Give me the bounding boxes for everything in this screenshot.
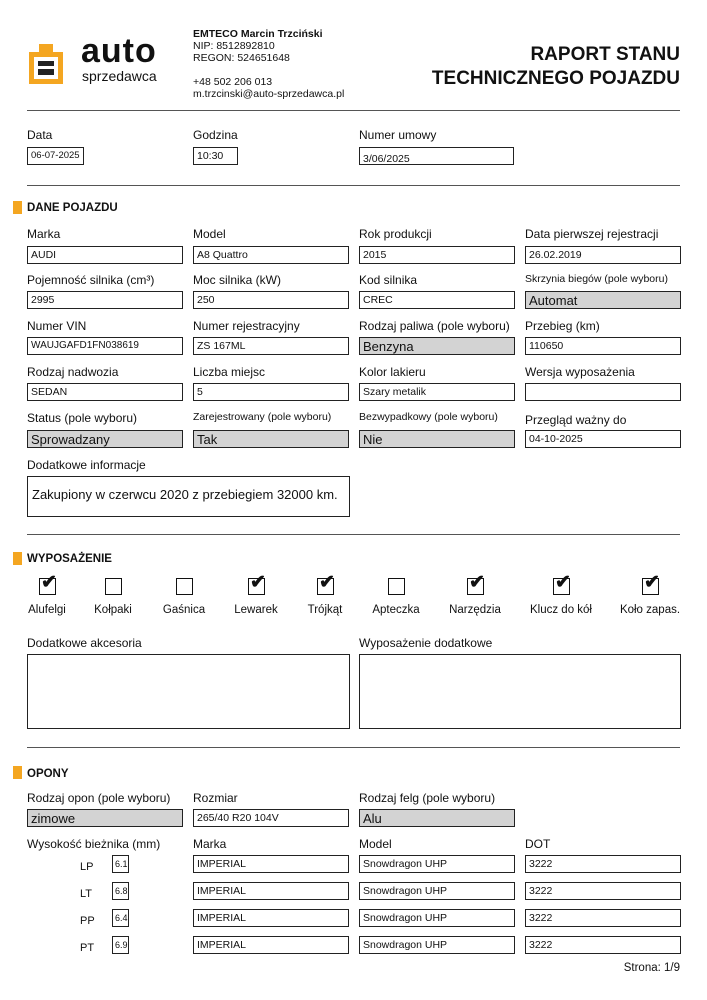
section-marker	[13, 552, 22, 565]
company-name: EMTECO Marcin Trzciński	[193, 28, 323, 40]
tire-dot-field[interactable]: 3222	[525, 882, 681, 900]
tread-depth-label: Wysokość bieżnika (mm)	[27, 837, 161, 851]
equipment-checkbox-label: Trójkąt	[307, 604, 343, 616]
tire-position-label: PP	[80, 915, 95, 927]
equipment-checkbox-label: Kołpaki	[94, 604, 132, 616]
inspection-label: Przegląd ważny do	[525, 413, 627, 427]
tread-depth-field[interactable]: 6.9	[112, 936, 129, 954]
tire-dot-field[interactable]: 3222	[525, 855, 681, 873]
equipment-checkbox-label: Klucz do kół	[529, 604, 592, 616]
accident-free-label: Bezwypadkowy (pole wyboru)	[359, 411, 498, 423]
equipment-checkbox-label: Gaśnica	[162, 604, 206, 616]
additional-equipment-label: Wyposażenie dodatkowe	[359, 636, 493, 650]
tire-model-field[interactable]: Snowdragon UHP	[359, 882, 515, 900]
engine-power-label: Moc silnika (kW)	[193, 273, 282, 287]
divider	[27, 185, 680, 186]
tire-brand-field[interactable]: IMPERIAL	[193, 909, 349, 927]
title-line-1: RAPORT STANU	[530, 44, 680, 65]
equipment-checkbox-label: Apteczka	[372, 604, 420, 616]
checkmark-icon: ✔	[250, 572, 266, 593]
logo-subtext: sprzedawca	[82, 68, 157, 84]
gearbox-select[interactable]: Automat	[525, 291, 681, 309]
tires-section-title: OPONY	[27, 768, 69, 780]
fuel-label: Rodzaj paliwa (pole wyboru)	[359, 319, 510, 333]
date-field[interactable]: 06-07-2025	[27, 147, 84, 165]
tire-dot-field[interactable]: 3222	[525, 936, 681, 954]
first-registration-field[interactable]: 26.02.2019	[525, 246, 681, 264]
tire-model-field[interactable]: Snowdragon UHP	[359, 855, 515, 873]
extra-info-label: Dodatkowe informacje	[27, 458, 146, 472]
first-registration-label: Data pierwszej rejestracji	[525, 227, 659, 241]
equipment-checkbox-label: Koło zapas.	[619, 604, 681, 616]
body-type-field[interactable]: SEDAN	[27, 383, 183, 401]
tread-depth-field[interactable]: 6.8	[112, 882, 129, 900]
equipment-checkbox[interactable]	[388, 578, 405, 595]
accessories-label: Dodatkowe akcesoria	[27, 636, 142, 650]
engine-code-label: Kod silnika	[359, 273, 418, 287]
tire-position-label: PT	[80, 942, 95, 954]
tire-brand-field[interactable]: IMPERIAL	[193, 882, 349, 900]
registered-select[interactable]: Tak	[193, 430, 349, 448]
title-line-2: TECHNICZNEGO POJAZDU	[431, 68, 680, 89]
tire-position-label: LP	[80, 861, 94, 873]
document-title	[432, 43, 680, 91]
tire-brand-field[interactable]: IMPERIAL	[193, 855, 349, 873]
tire-dot-label: DOT	[525, 837, 551, 851]
tire-type-select[interactable]: zimowe	[27, 809, 183, 827]
tire-size-field[interactable]: 265/40 R20 104V	[193, 809, 349, 827]
engine-power-field[interactable]: 250	[193, 291, 349, 309]
gearbox-label: Skrzynia biegów (pole wyboru)	[525, 273, 668, 285]
tire-type-label: Rodzaj opon (pole wyboru)	[27, 791, 171, 805]
model-field[interactable]: A8 Quattro	[193, 246, 349, 264]
seats-field[interactable]: 5	[193, 383, 349, 401]
checkmark-icon: ✔	[469, 572, 485, 593]
fuel-select[interactable]: Benzyna	[359, 337, 515, 355]
equipment-checkbox-label: Narzędzia	[449, 604, 501, 616]
rim-type-label: Rodzaj felg (pole wyboru)	[359, 791, 496, 805]
rim-type-select[interactable]: Alu	[359, 809, 515, 827]
logo	[25, 32, 185, 90]
year-field[interactable]: 2015	[359, 246, 515, 264]
equipment-checkbox-label: Alufelgi	[28, 604, 66, 616]
tire-position-label: LT	[80, 888, 93, 900]
engine-capacity-label: Pojemność silnika (cm³)	[27, 273, 155, 287]
section-marker	[13, 766, 22, 779]
vehicle-section-title: DANE POJAZDU	[27, 202, 118, 214]
tire-brand-label: Marka	[193, 837, 227, 851]
divider	[27, 534, 680, 535]
equipment-checkbox-label: Lewarek	[234, 604, 278, 616]
make-field[interactable]: AUDI	[27, 246, 183, 264]
paint-color-label: Kolor lakieru	[359, 365, 426, 379]
status-label: Status (pole wyboru)	[27, 411, 138, 425]
vin-field[interactable]: WAUJGAFD1FN038619	[27, 337, 183, 355]
engine-capacity-field[interactable]: 2995	[27, 291, 183, 309]
equipment-checkbox[interactable]	[105, 578, 122, 595]
checkmark-icon: ✔	[41, 572, 57, 593]
tire-model-label: Model	[359, 837, 392, 851]
equipment-checkbox[interactable]	[39, 572, 57, 595]
checkmark-icon: ✔	[319, 572, 335, 593]
section-marker	[13, 201, 22, 214]
make-label: Marka	[27, 227, 61, 241]
tire-model-field[interactable]: Snowdragon UHP	[359, 909, 515, 927]
divider	[27, 110, 680, 111]
divider	[27, 747, 680, 748]
engine-code-field[interactable]: CREC	[359, 291, 515, 309]
equipment-checkbox[interactable]	[642, 572, 660, 595]
equipment-checkbox[interactable]	[553, 572, 571, 595]
tread-depth-field[interactable]: 6.4	[112, 909, 129, 927]
vin-label: Numer VIN	[27, 319, 87, 333]
seats-label: Liczba miejsc	[193, 365, 266, 379]
company-email: m.trzcinski@auto-sprzedawca.pl	[193, 88, 345, 100]
equipment-checkbox[interactable]	[248, 572, 266, 595]
tire-size-label: Rozmiar	[193, 791, 238, 805]
date-label: Data	[27, 128, 53, 142]
paint-color-field[interactable]: Szary metalik	[359, 383, 515, 401]
checkmark-icon: ✔	[644, 572, 660, 593]
mileage-label: Przebieg (km)	[525, 319, 600, 333]
mileage-field[interactable]: 110650	[525, 337, 681, 355]
company-info	[193, 28, 344, 100]
page-number: Strona: 1/9	[623, 962, 680, 974]
year-label: Rok produkcji	[359, 227, 432, 241]
additional-equipment-textarea[interactable]	[359, 654, 681, 729]
inspection-field[interactable]: 04-10-2025	[525, 430, 681, 448]
checkmark-icon: ✔	[555, 572, 571, 593]
time-field[interactable]: 10:30	[193, 147, 238, 165]
company-nip: NIP: 8512892810	[193, 40, 275, 52]
status-select[interactable]: Sprowadzany	[27, 430, 183, 448]
accident-free-select[interactable]: Nie	[359, 430, 515, 448]
contract-label: Numer umowy	[359, 128, 437, 142]
model-label: Model	[193, 227, 226, 241]
time-label: Godzina	[193, 128, 238, 142]
registered-label: Zarejestrowany (pole wyboru)	[193, 411, 332, 423]
logo-mark-icon	[25, 40, 67, 86]
equipment-checkbox[interactable]	[317, 572, 335, 595]
tire-brand-field[interactable]: IMPERIAL	[193, 936, 349, 954]
tread-depth-field[interactable]: 6.1	[112, 855, 129, 873]
trim-field[interactable]	[525, 383, 681, 401]
logo-text: auto	[81, 32, 157, 70]
plate-label: Numer rejestracyjny	[193, 319, 300, 333]
contract-field[interactable]: 3/06/2025	[359, 147, 514, 165]
extra-info-textarea[interactable]: Zakupiony w czerwcu 2020 z przebiegiem 32000 km.	[27, 476, 350, 517]
equipment-checkbox[interactable]	[176, 578, 193, 595]
equipment-section-title: WYPOSAŻENIE	[27, 553, 112, 565]
plate-field[interactable]: ZS 167ML	[193, 337, 349, 355]
accessories-textarea[interactable]	[27, 654, 350, 729]
tire-model-field[interactable]: Snowdragon UHP	[359, 936, 515, 954]
equipment-checkbox[interactable]	[467, 572, 485, 595]
company-phone: +48 502 206 013	[193, 76, 273, 88]
tire-dot-field[interactable]: 3222	[525, 909, 681, 927]
company-regon: REGON: 524651648	[193, 52, 290, 64]
trim-label: Wersja wyposażenia	[525, 365, 635, 379]
body-type-label: Rodzaj nadwozia	[27, 365, 119, 379]
